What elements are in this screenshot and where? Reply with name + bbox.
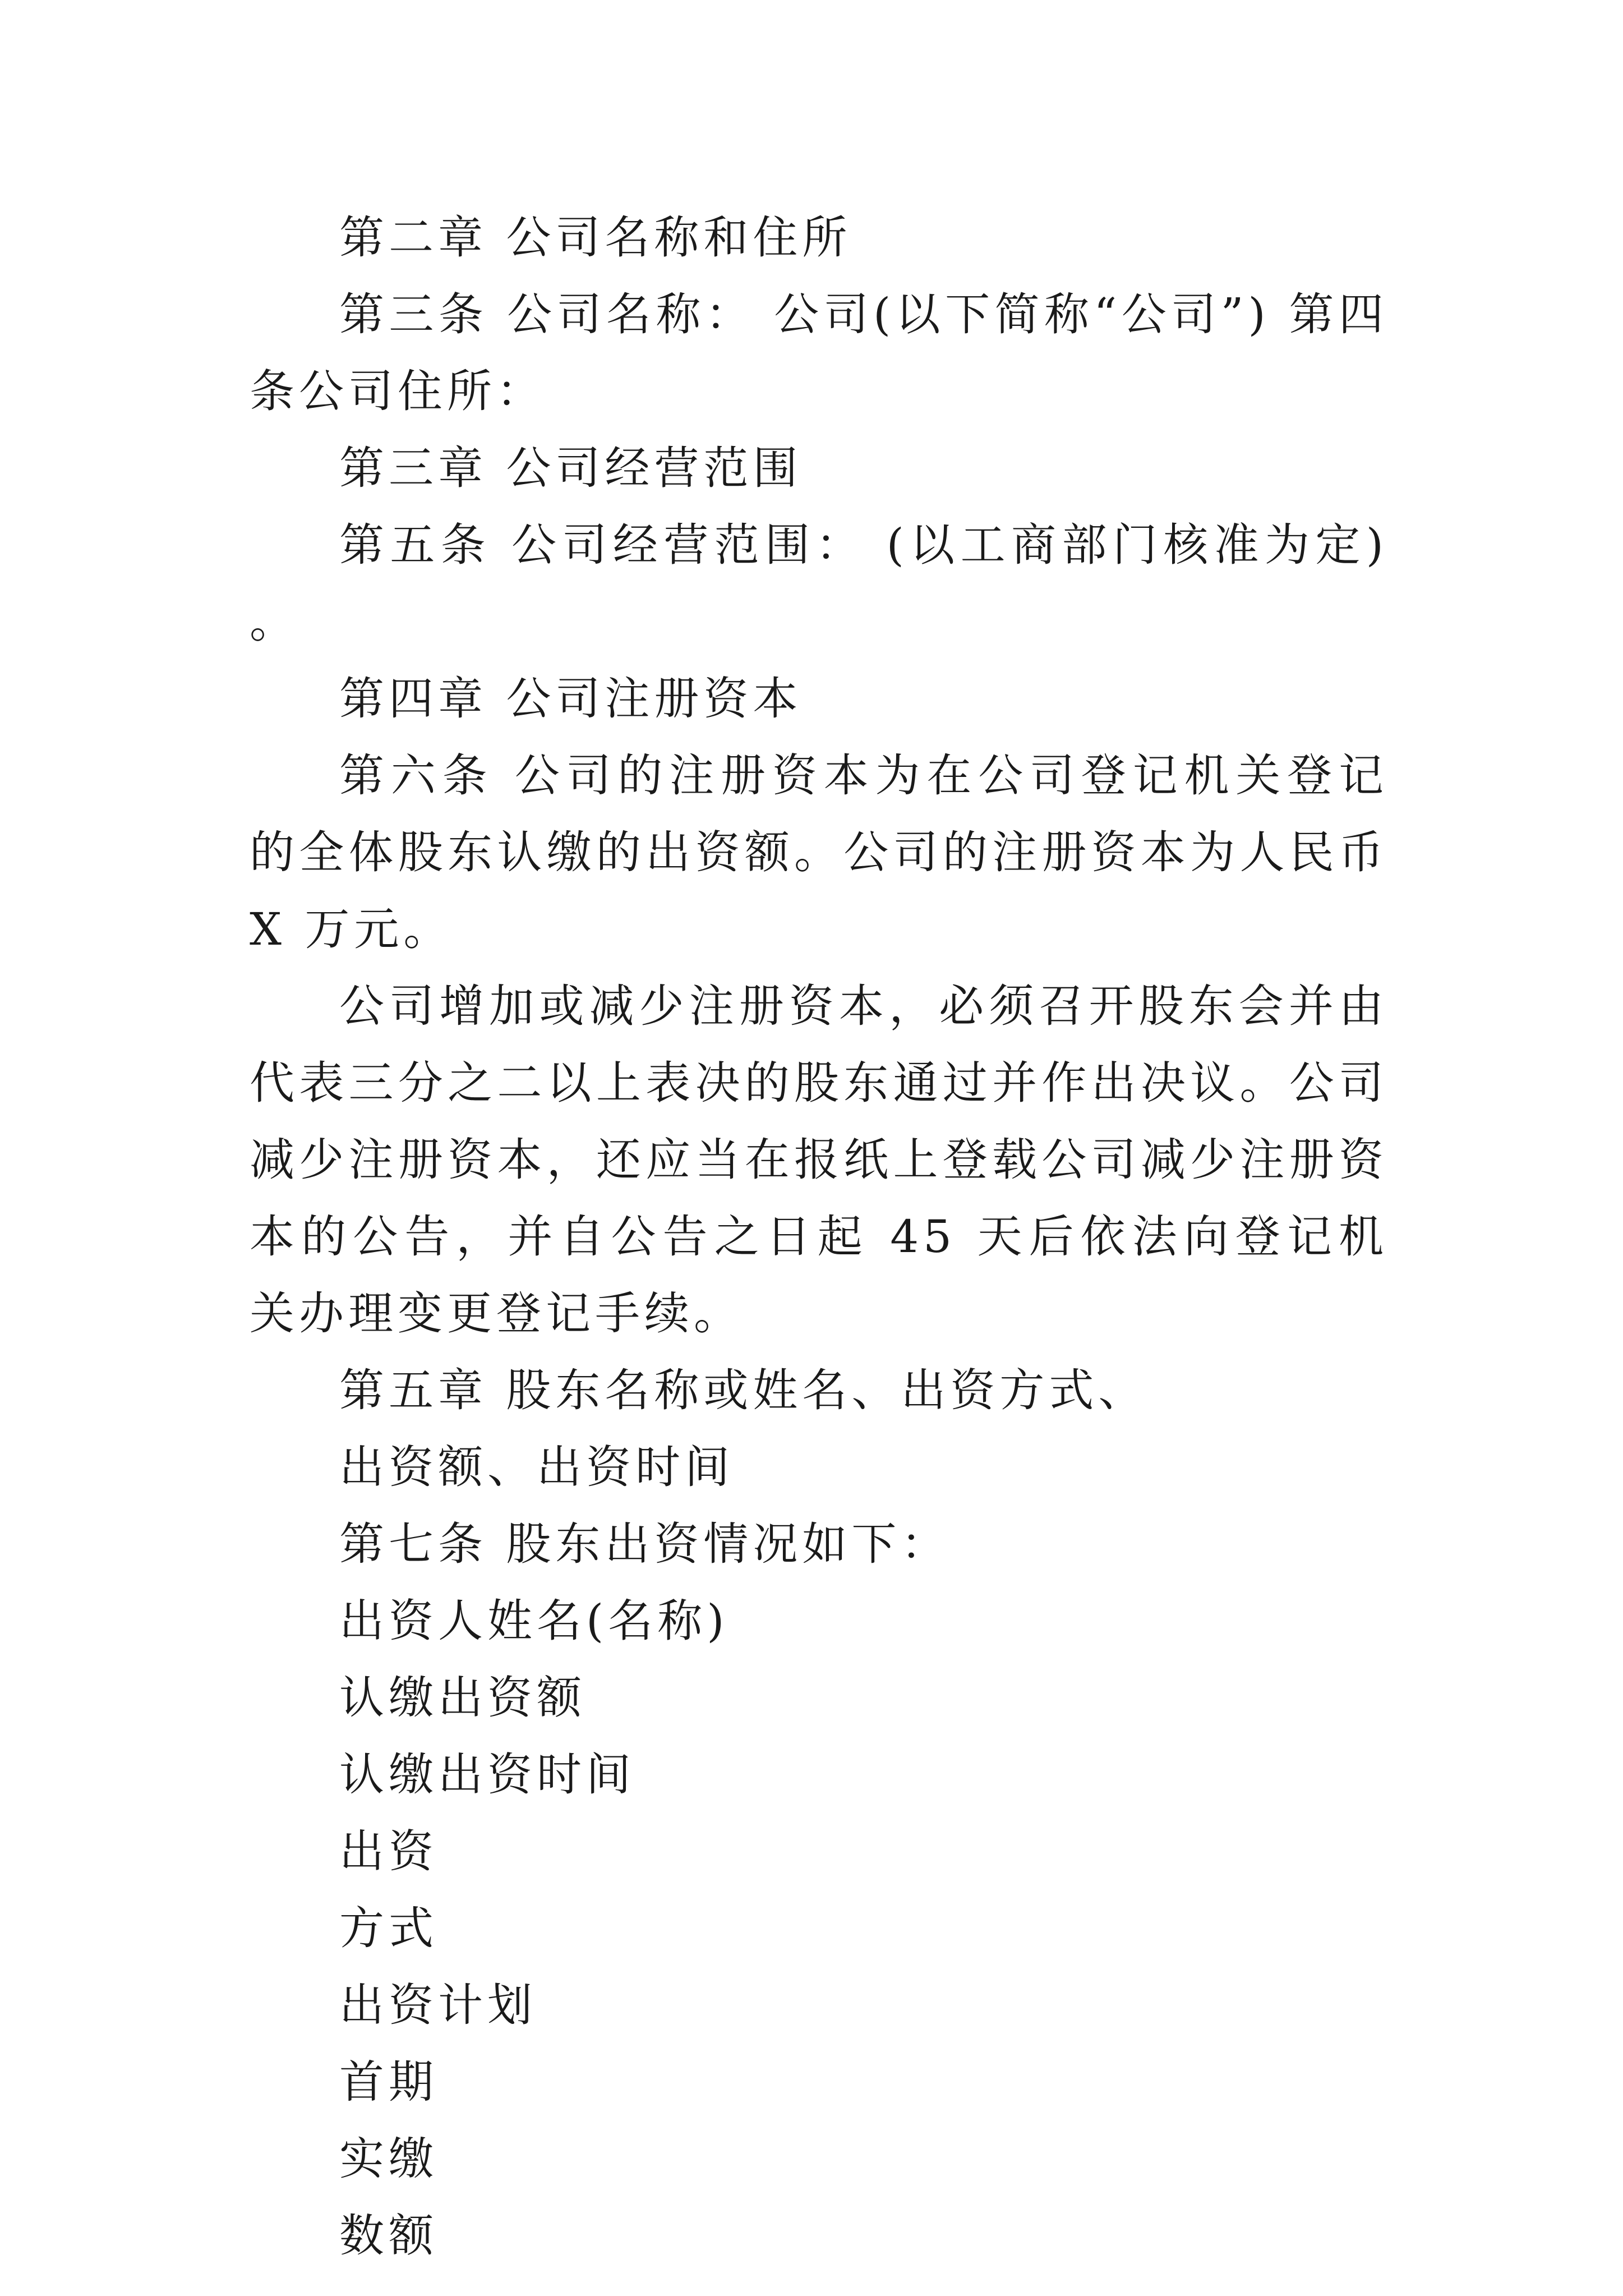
list-item: 出资计划 — [339, 1979, 537, 2031]
chapter-3-heading: 第三章 公司经营范围 — [339, 442, 803, 494]
article-3-4-paragraph: 第三条 公司名称： 公司(以下简称“公司”) 第四条公司住所： — [250, 288, 1388, 417]
chapter-5-heading-line-1: 第五章 股东名称或姓名、出资方式、 — [339, 1364, 1148, 1416]
document-body — [250, 199, 1388, 2274]
list-item: 出资 — [339, 1825, 438, 1878]
list-item: 认缴出资时间 — [339, 1749, 635, 1801]
capital-change-paragraph: 公司增加或减少注册资本，必须召开股东会并由代表三分之二以上表决的股东通过并作出决议。公司减少注册资本，还应当在报纸上登载公司减少注册资本的公告，并自公告之日起 45 天后依法向登记机关办理变更登记手续。 — [250, 980, 1388, 1340]
list-item: 首期 — [339, 2056, 438, 2108]
chapter-2-heading: 第二章 公司名称和住所 — [339, 211, 852, 264]
article-6-paragraph: 第六条 公司的注册资本为在公司登记机关登记的全体股东认缴的出资额。公司的注册资本为人民币 X 万元。 — [250, 749, 1388, 955]
article-7-paragraph: 第七条 股东出资情况如下： — [339, 1518, 951, 1570]
list-item: 数额 — [339, 2210, 438, 2262]
article-5-paragraph: 第五条 公司经营范围： (以工商部门核准为定) 。 — [250, 519, 1388, 648]
chapter-5-heading-line-2: 出资额、出资时间 — [339, 1441, 734, 1493]
list-item: 方式 — [339, 1902, 438, 1954]
list-item: 实缴 — [339, 2133, 438, 2185]
list-item: 出资人姓名(名称) — [339, 1595, 729, 1647]
list-item: 认缴出资额 — [339, 1672, 586, 1724]
chapter-4-heading: 第四章 公司注册资本 — [339, 673, 803, 725]
